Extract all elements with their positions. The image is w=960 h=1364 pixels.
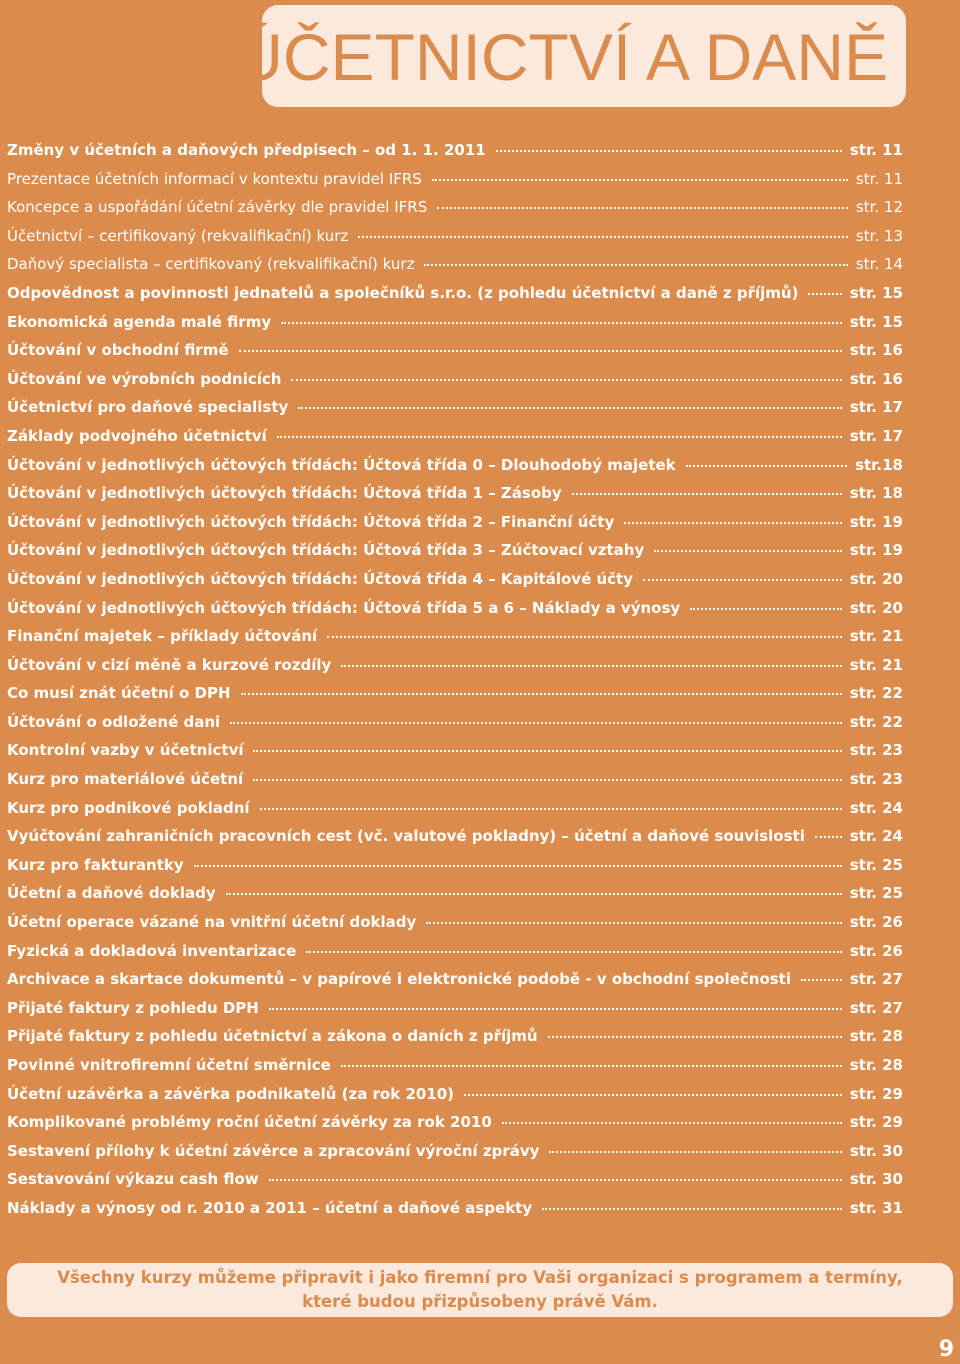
toc-entry-page: str. 26	[849, 941, 903, 960]
dot-leader	[306, 951, 842, 953]
toc-entry-title: Účtování v jednotlivých účtových třídách: Účtová třída 5 a 6 – Náklady a výnosy	[7, 598, 681, 617]
toc-entry-page: str. 11	[855, 169, 903, 188]
toc-entry-title: Prezentace účetních informací v kontextu pravidel IFRS	[7, 169, 422, 188]
dot-leader	[464, 1094, 842, 1096]
dot-leader	[437, 207, 848, 209]
dot-leader	[654, 550, 842, 552]
toc-entry-title: Účtování v jednotlivých účtových třídách: Účtová třída 0 – Dlouhodobý majetek	[7, 455, 676, 474]
toc-entry-title: Odpovědnost a povinnosti jednatelů a společníků s.r.o. (z pohledu účetnictví a daně z příjmů)	[7, 283, 799, 302]
toc-entry[interactable]	[7, 484, 903, 513]
toc-entry-title: Změny v účetních a daňových předpisech – od 1. 1. 2011	[7, 141, 486, 159]
toc-entry-page: str.18	[855, 455, 903, 474]
toc-entry-page: str. 20	[849, 569, 903, 588]
dot-leader	[291, 379, 841, 381]
toc-entry[interactable]	[7, 827, 903, 856]
toc-entry-page: str. 31	[849, 1198, 903, 1217]
toc-entry[interactable]	[7, 599, 903, 628]
dot-leader	[277, 436, 842, 438]
dot-leader	[269, 1008, 842, 1010]
toc-entry-title: Povinné vnitrofiremní účetní směrnice	[7, 1056, 331, 1074]
toc-entry-page: str. 13	[855, 226, 903, 245]
toc-entry[interactable]	[7, 1199, 903, 1228]
toc-entry-page: str. 22	[849, 684, 903, 703]
toc-entry-title: Ekonomická agenda malé firmy	[7, 312, 272, 331]
toc-entry-page: str. 18	[849, 484, 903, 503]
footer-note	[7, 1263, 953, 1317]
toc-entry[interactable]	[7, 770, 903, 799]
toc-entry-title: Účtování v jednotlivých účtových třídách: Účtová třída 1 – Zásoby	[7, 484, 562, 503]
toc-entry-page: str. 19	[849, 512, 903, 531]
dot-leader	[260, 808, 842, 810]
toc-entry[interactable]	[7, 1170, 903, 1199]
dot-leader	[426, 922, 842, 924]
toc-entry-page: str. 30	[849, 1170, 903, 1189]
page-title: ÚČETNICTVÍ A DANĚ	[235, 20, 888, 94]
toc-entry[interactable]	[7, 913, 903, 942]
toc-entry[interactable]	[7, 684, 903, 713]
dot-leader	[548, 1036, 842, 1038]
toc-entry-page: str. 27	[849, 970, 903, 989]
toc-entry-title: Koncepce a uspořádání účetní závěrky dle pravidel IFRS	[7, 198, 428, 217]
toc-entry-page: str. 21	[849, 655, 903, 674]
toc-entry-page: str. 22	[849, 712, 903, 731]
table-of-contents	[7, 141, 903, 1228]
dot-leader	[241, 693, 842, 695]
toc-entry-title: Přijaté faktury z pohledu DPH	[7, 998, 259, 1017]
toc-entry[interactable]	[7, 713, 903, 742]
toc-entry-page: str. 28	[849, 1027, 903, 1046]
toc-entry[interactable]	[7, 1085, 903, 1114]
toc-entry[interactable]	[7, 427, 903, 456]
toc-entry-title: Sestavování výkazu cash flow	[7, 1170, 259, 1189]
dot-leader	[358, 236, 848, 238]
toc-entry[interactable]	[7, 1142, 903, 1171]
dot-leader	[690, 608, 842, 610]
toc-entry-page: str. 17	[849, 426, 903, 445]
toc-entry[interactable]	[7, 370, 903, 399]
toc-entry-title: Fyzická a dokladová inventarizace	[7, 941, 297, 960]
toc-entry-page: str. 30	[849, 1141, 903, 1160]
toc-entry[interactable]	[7, 970, 903, 999]
toc-entry-title: Účtování v jednotlivých účtových třídách: Účtová třída 4 – Kapitálové účty	[7, 569, 633, 588]
toc-entry[interactable]	[7, 398, 903, 427]
toc-entry-title: Účtování v jednotlivých účtových třídách: Účtová třída 2 – Finanční účty	[7, 512, 615, 531]
dot-leader	[341, 1065, 842, 1067]
toc-entry-title: Účetnictví – certifikovaný (rekvalifikační) kurz	[7, 226, 349, 245]
toc-entry-page: str. 28	[849, 1056, 903, 1074]
toc-entry[interactable]	[7, 656, 903, 685]
toc-entry[interactable]	[7, 1056, 903, 1085]
toc-entry-page: str. 12	[855, 198, 903, 217]
dot-leader	[502, 1122, 842, 1124]
dot-leader	[542, 1208, 842, 1210]
toc-entry-page: str. 16	[849, 341, 903, 360]
toc-entry-page: str. 29	[849, 1113, 903, 1132]
toc-entry-page: str. 27	[849, 998, 903, 1017]
toc-entry[interactable]	[7, 799, 903, 828]
toc-entry-title: Sestavení přílohy k účetní závěrce a zpracování výroční zprávy	[7, 1141, 540, 1160]
toc-entry-page: str. 20	[849, 598, 903, 617]
toc-entry-title: Co musí znát účetní o DPH	[7, 684, 231, 703]
dot-leader	[432, 179, 848, 181]
toc-entry[interactable]	[7, 341, 903, 370]
toc-entry-title: Komplikované problémy roční účetní závěrky za rok 2010	[7, 1113, 492, 1132]
toc-entry-page: str. 14	[855, 255, 903, 274]
dot-leader	[230, 722, 842, 724]
dot-leader	[298, 407, 842, 409]
toc-entry[interactable]	[7, 1113, 903, 1142]
toc-entry-title: Přijaté faktury z pohledu účetnictví a zákona o daních z příjmů	[7, 1027, 538, 1046]
toc-entry-title: Náklady a výnosy od r. 2010 a 2011 – účetní a daňové aspekty	[7, 1198, 533, 1217]
toc-entry-page: str. 16	[849, 369, 903, 388]
toc-entry-page: str. 25	[849, 884, 903, 903]
dot-leader	[269, 1179, 842, 1181]
toc-entry-title: Účetnictví pro daňové specialisty	[7, 398, 289, 417]
toc-entry-title: Účetní uzávěrka a závěrka podnikatelů (za rok 2010)	[7, 1084, 455, 1103]
toc-entry[interactable]	[7, 999, 903, 1028]
dot-leader	[801, 979, 842, 981]
dot-leader	[281, 322, 842, 324]
toc-entry-page: str. 23	[849, 770, 903, 789]
toc-entry[interactable]	[7, 227, 903, 256]
toc-entry-page: str. 29	[849, 1084, 903, 1103]
dot-leader	[624, 522, 842, 524]
toc-entry-title: Kurz pro podnikové pokladní	[7, 798, 250, 817]
toc-entry-title: Základy podvojného účetnictví	[7, 426, 267, 445]
toc-entry[interactable]	[7, 313, 903, 342]
toc-entry-page: str. 26	[849, 913, 903, 932]
dot-leader	[424, 264, 847, 266]
dot-leader	[808, 293, 841, 295]
toc-entry-page: str. 21	[849, 627, 903, 646]
footer-line-1: Všechny kurzy můžeme připravit i jako firemní pro Vaši organizaci s programem a termíny,	[57, 1268, 903, 1287]
toc-entry-title: Účtování o odložené dani	[7, 712, 221, 731]
toc-entry-page: str. 23	[849, 741, 903, 760]
toc-entry-title: Kontrolní vazby v účetnictví	[7, 741, 244, 760]
toc-entry[interactable]	[7, 627, 903, 656]
toc-entry[interactable]	[7, 141, 903, 170]
toc-entry-page: str. 24	[849, 798, 903, 817]
dot-leader	[686, 465, 847, 467]
dot-leader	[194, 865, 842, 867]
toc-entry[interactable]	[7, 170, 903, 199]
toc-entry[interactable]	[7, 570, 903, 599]
toc-entry-page: str. 15	[849, 283, 903, 302]
dot-leader	[815, 836, 842, 838]
dot-leader	[643, 579, 842, 581]
toc-entry[interactable]	[7, 1027, 903, 1056]
dot-leader	[239, 350, 842, 352]
dot-leader	[341, 665, 842, 667]
dot-leader	[496, 150, 842, 152]
toc-entry-title: Finanční majetek – příklady účtování	[7, 627, 318, 646]
dot-leader	[549, 1151, 841, 1153]
title-box	[235, 5, 906, 107]
toc-entry-title: Účtování ve výrobních podnicích	[7, 369, 282, 388]
toc-entry[interactable]	[7, 284, 903, 313]
toc-entry-title: Účetní a daňové doklady	[7, 884, 216, 903]
toc-entry-page: str. 15	[849, 312, 903, 331]
dot-leader	[327, 636, 842, 638]
toc-entry[interactable]	[7, 456, 903, 485]
toc-entry-page: str. 17	[849, 398, 903, 417]
toc-entry[interactable]	[7, 884, 903, 913]
toc-entry-title: Archivace a skartace dokumentů – v papírové i elektronické podobě - v obchodní společnosti	[7, 970, 791, 989]
footer-line-2: které budou přizpůsobeny právě Vám.	[302, 1292, 658, 1311]
toc-entry-page: str. 19	[849, 541, 903, 560]
toc-entry[interactable]	[7, 198, 903, 227]
toc-entry-page: str. 11	[849, 141, 903, 159]
toc-entry-page: str. 25	[849, 855, 903, 874]
toc-entry[interactable]	[7, 741, 903, 770]
toc-entry-title: Vyúčtování zahraničních pracovních cest (vč. valutové pokladny) – účetní a daňové souvislosti	[7, 827, 805, 846]
toc-entry-title: Daňový specialista – certifikovaný (rekvalifikační) kurz	[7, 255, 415, 274]
toc-entry-title: Účtování v jednotlivých účtových třídách: Účtová třída 3 – Zúčtovací vztahy	[7, 541, 645, 560]
dot-leader	[572, 493, 842, 495]
toc-entry[interactable]	[7, 255, 903, 284]
toc-entry[interactable]	[7, 856, 903, 885]
page-number: 9	[938, 1337, 954, 1362]
toc-entry-page: str. 24	[849, 827, 903, 846]
toc-entry[interactable]	[7, 513, 903, 542]
toc-entry-title: Účtování v cizí měně a kurzové rozdíly	[7, 655, 332, 674]
toc-entry-title: Kurz pro fakturantky	[7, 855, 184, 874]
toc-entry-title: Účtování v obchodní firmě	[7, 341, 229, 360]
dot-leader	[226, 893, 842, 895]
toc-entry[interactable]	[7, 541, 903, 570]
dot-leader	[253, 750, 841, 752]
dot-leader	[253, 779, 842, 781]
toc-entry[interactable]	[7, 942, 903, 971]
toc-entry-title: Kurz pro materiálové účetní	[7, 770, 244, 789]
toc-entry-title: Účetní operace vázané na vnitřní účetní doklady	[7, 913, 417, 932]
